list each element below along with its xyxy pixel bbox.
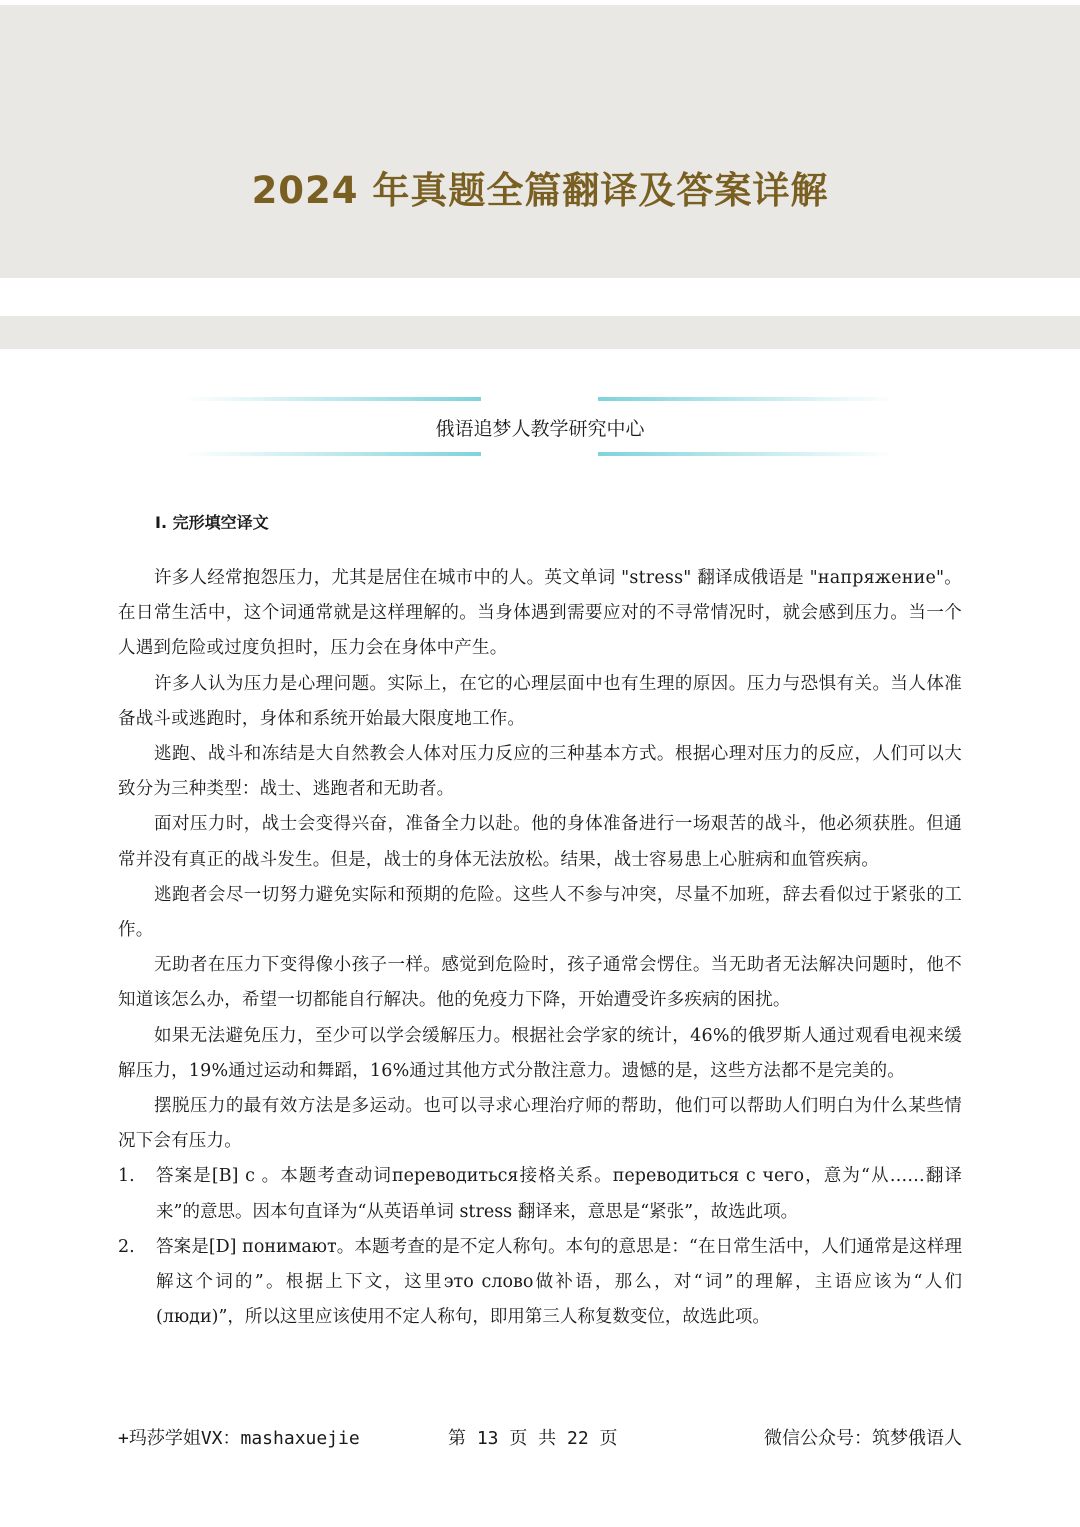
paragraph: 如果无法避免压力，至少可以学会缓解压力。根据社会学家的统计，46%的俄罗斯人通过观看电视来缓解压力，19%通过运动和舞蹈，16%通过其他方式分散注意力。遗憾的是，这些方法都不是完美的。 — [118, 1025, 962, 1081]
decorative-line — [598, 452, 894, 456]
paragraph: 逃跑、战斗和冻结是大自然教会人体对压力反应的三种基本方式。根据心理对压力的反应，人们可以大致分为三种类型：战士、逃跑者和无助者。 — [118, 744, 962, 800]
paragraph: 无助者在压力下变得像小孩子一样。感觉到危险时，孩子通常会愣住。当无助者无法解决问题时，他不知道该怎么办，希望一切都能自行解决。他的免疫力下降，开始遭受许多疾病的困扰。 — [118, 955, 962, 1011]
decorative-line — [185, 452, 481, 456]
document-body — [118, 561, 962, 1335]
footer-account: 微信公众号：筑梦俄语人 — [764, 1428, 962, 1449]
paragraph: 许多人经常抱怨压力，尤其是居住在城市中的人。英文单词 "stress" 翻译成俄语是 "напряжение"。在日常生活中，这个词通常就是这样理解的。当身体遇到需要应对的不寻常情况时，就会感到压力。当一个人遇到危险或过度负担时，压力会在身体中产生。 — [118, 568, 962, 659]
decorative-line — [185, 397, 481, 401]
answer-item — [118, 1230, 962, 1336]
page-footer — [118, 1424, 962, 1450]
organization-name: 俄语追梦人教学研究中心 — [435, 418, 645, 440]
title-banner — [0, 5, 1080, 278]
answer-number: 2. — [118, 1236, 135, 1257]
footer-contact: +玛莎学姐VX：mashaxuejie — [118, 1428, 360, 1449]
section-heading: I. 完形填空译文 — [155, 513, 269, 532]
paragraph: 逃跑者会尽一切努力避免实际和预期的危险。这些人不参与冲突，尽量不加班，辞去看似过于紧张的工作。 — [118, 884, 962, 941]
answer-number: 1. — [118, 1166, 135, 1187]
page-number: 第 13 页 共 22 页 — [448, 1428, 618, 1449]
paragraph: 摆脱压力的最有效方法是多运动。也可以寻求心理治疗师的帮助，他们可以帮助人们明白为什么某些情况下会有压力。 — [118, 1096, 962, 1152]
paragraph: 面对压力时，战士会变得兴奋，准备全力以赴。他的身体准备进行一场艰苦的战斗，他必须获胜。但通常并没有真正的战斗发生。但是，战士的身体无法放松。结果，战士容易患上心脏病和血管疾病。 — [118, 814, 962, 870]
divider-band — [0, 316, 1080, 349]
answer-item — [118, 1159, 962, 1229]
page-title: 2024 年真题全篇翻译及答案详解 — [251, 169, 829, 212]
answer-text: 答案是[B] с 。本题考查动词переводиться接格关系。переводиться с чего，意为“从……翻译来”的意思。因本句直译为“从英语单词 stress 翻译来，意思是“紧张”，故选此项。 — [156, 1166, 962, 1222]
answer-text: 答案是[D] понимают。本题考查的是不定人称句。本句的意思是：“在日常生活中，人们通常是这样理解这个词的”。根据上下文，这里это слово做补语，那么，对“词”的理解，主语应该为“人们(люди)”，所以这里应该使用不定人称句，即用第三人称复数变位，故选此项。 — [156, 1236, 962, 1328]
paragraph: 许多人认为压力是心理问题。实际上，在它的心理层面中也有生理的原因。压力与恐惧有关。当人体准备战斗或逃跑时，身体和系统开始最大限度地工作。 — [118, 673, 962, 729]
decorative-line — [598, 397, 894, 401]
